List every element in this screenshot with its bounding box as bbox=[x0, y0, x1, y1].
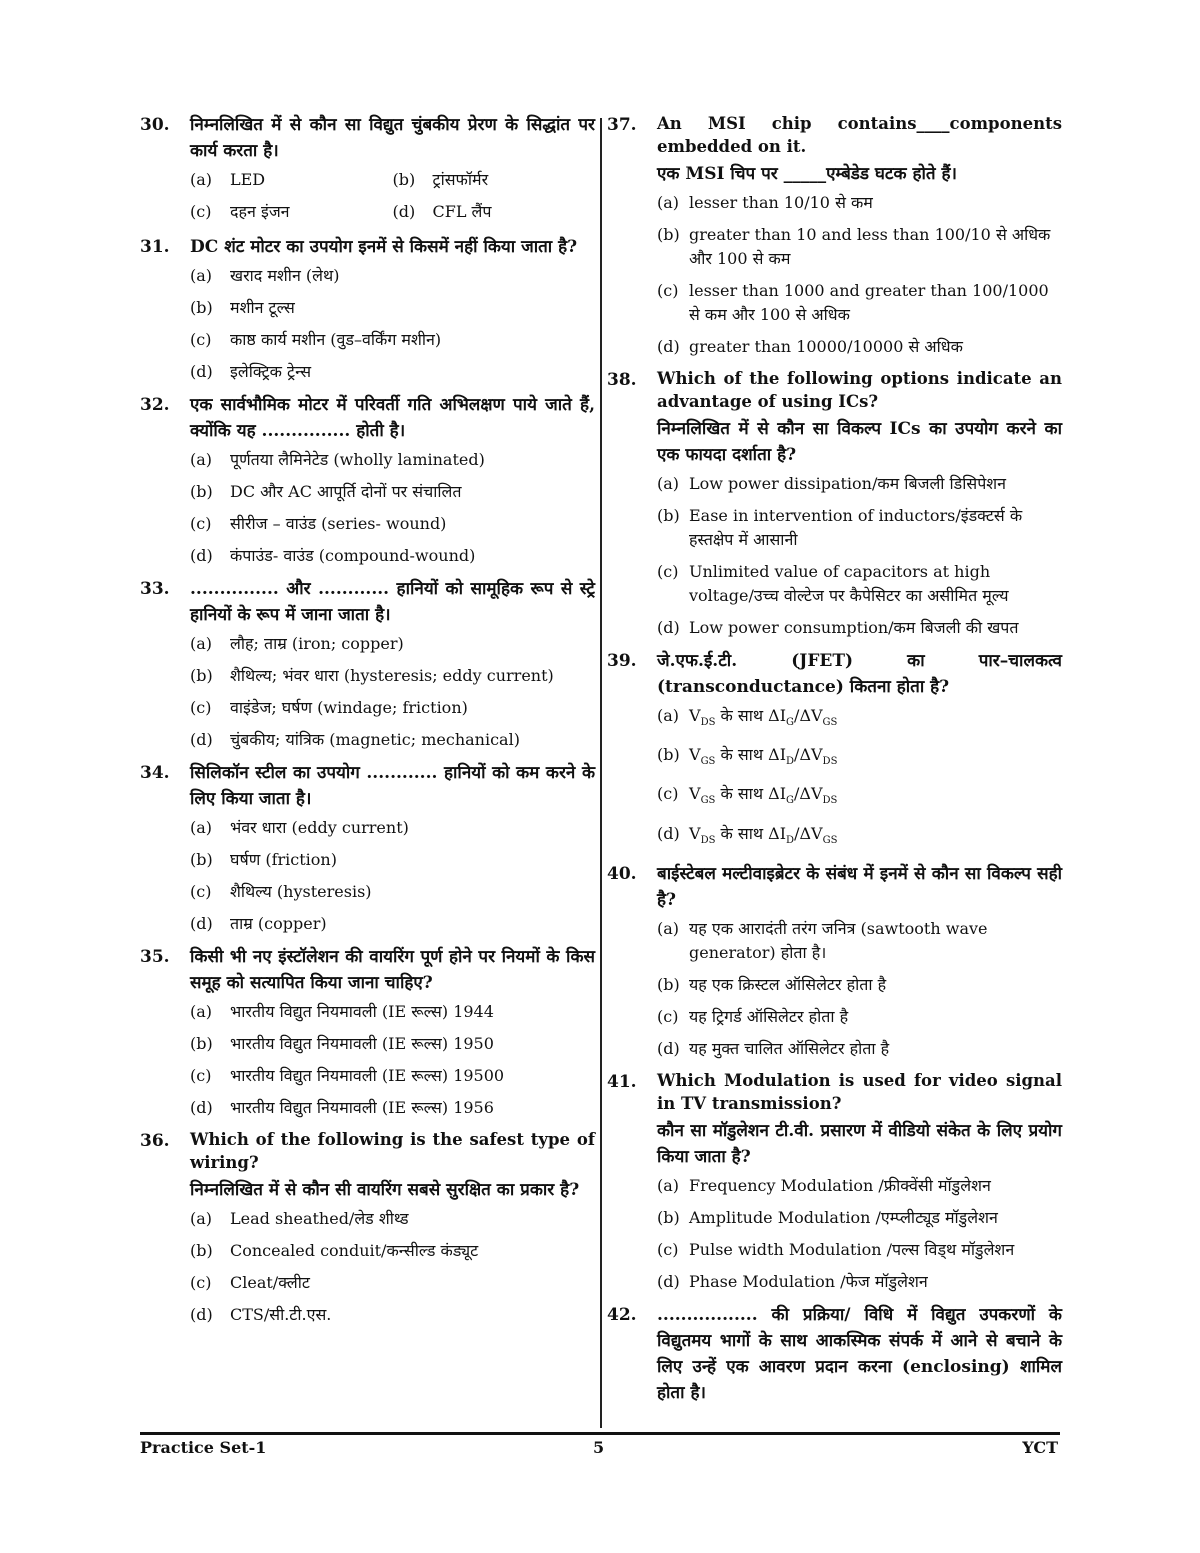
options-list bbox=[190, 1000, 595, 1120]
option-text: भारतीय विद्युत नियमावली (IE रूल्स) 19500 bbox=[230, 1066, 505, 1085]
option-a bbox=[190, 1000, 595, 1024]
option-label: (a) bbox=[190, 450, 213, 469]
option-b bbox=[190, 480, 595, 504]
page-number: 5 bbox=[593, 1438, 605, 1457]
option-c bbox=[657, 279, 1062, 327]
option-a bbox=[190, 632, 595, 656]
option-a bbox=[657, 704, 1062, 735]
question-text: ............... और ............ हानियों को सामूहिक रूप से स्ट्रे हानियों के रूप में जाना जाता है। bbox=[190, 579, 595, 625]
question-text: किसी भी नए इंस्टॉलेशन की वायरिंग पूर्ण होने पर नियमों के किस समूह को सत्यापित किया जाना चाहिए? bbox=[190, 947, 595, 993]
options-list bbox=[190, 448, 595, 568]
question-number: 38. bbox=[607, 370, 637, 390]
option-b bbox=[657, 1206, 1062, 1230]
option-a bbox=[657, 1174, 1062, 1198]
option-label: (d) bbox=[190, 362, 213, 381]
option-label: (d) bbox=[190, 914, 213, 933]
option-text: यह मुक्त चालित ऑसिलेटर होता है bbox=[689, 1038, 890, 1058]
question-38 bbox=[607, 367, 1062, 640]
option-label: (d) bbox=[392, 202, 416, 221]
option-a bbox=[190, 816, 595, 840]
option-label: (d) bbox=[190, 730, 213, 749]
option-b bbox=[190, 1032, 595, 1056]
question-number: 41. bbox=[607, 1071, 637, 1092]
option-text: लौह; ताम्र (iron; copper) bbox=[230, 634, 404, 653]
question-36 bbox=[140, 1128, 595, 1327]
option-text: वाइंडेज; घर्षण (windage; friction) bbox=[230, 698, 468, 717]
footer-set-label: Practice Set-1 bbox=[140, 1438, 267, 1457]
question-number: 40. bbox=[607, 863, 637, 884]
option-label: (b) bbox=[190, 482, 213, 501]
option-b bbox=[190, 296, 595, 320]
question-number: 36. bbox=[140, 1131, 170, 1151]
option-text: मशीन टूल्स bbox=[230, 298, 295, 317]
option-label: (d) bbox=[190, 1305, 213, 1324]
option-label: (a) bbox=[190, 818, 213, 837]
question-31 bbox=[140, 234, 595, 384]
question-text: एक सार्वभौमिक मोटर में परिवर्ती गति अभिलक्षण पाये जाते हैं, क्योंकि यह ............... होती है। bbox=[190, 395, 595, 441]
question-text: निम्नलिखित में से कौन सी वायरिंग सबसे सुरक्षित का प्रकार है? bbox=[190, 1180, 580, 1200]
option-label: (b) bbox=[190, 1034, 213, 1053]
option-label: (a) bbox=[657, 706, 680, 725]
option-a bbox=[657, 472, 1062, 496]
option-text: lesser than 1000 and greater than 100/1000 से कम और 100 से अधिक bbox=[689, 281, 1049, 324]
option-label: (a) bbox=[190, 170, 213, 189]
option-c bbox=[657, 1238, 1062, 1262]
question-text-english: An MSI chip contains____components embedded on it. bbox=[657, 114, 1062, 156]
question-number: 32. bbox=[140, 395, 170, 415]
option-c bbox=[190, 200, 393, 224]
options-list bbox=[657, 917, 1062, 1061]
option-text: भारतीय विद्युत नियमावली (IE रूल्स) 1956 bbox=[230, 1098, 494, 1117]
question-number: 33. bbox=[140, 579, 170, 599]
option-label: (b) bbox=[657, 506, 680, 525]
options-list bbox=[657, 191, 1062, 359]
options-list bbox=[657, 1174, 1062, 1294]
option-text: Frequency Modulation /फ्रीक्वेंसी मॉडुलेशन bbox=[689, 1175, 991, 1195]
option-text: LED bbox=[230, 170, 266, 189]
option-label: (a) bbox=[190, 634, 213, 653]
option-text: भंवर धारा (eddy current) bbox=[230, 818, 409, 837]
option-text: कंपाउंड- वाउंड (compound-wound) bbox=[230, 546, 476, 565]
option-label: (c) bbox=[190, 202, 212, 221]
option-text: चुंबकीय; यांत्रिक (magnetic; mechanical) bbox=[230, 730, 520, 749]
question-41 bbox=[607, 1069, 1062, 1294]
option-label: (d) bbox=[190, 546, 213, 565]
option-text: $V_{DS}$ के साथ $\Delta I_G/\Delta V_{GS}$ bbox=[689, 706, 838, 729]
option-d bbox=[190, 360, 595, 384]
option-label: (c) bbox=[190, 514, 212, 533]
option-text: Low power dissipation/कम बिजली डिसिपेशन bbox=[689, 474, 1007, 493]
option-label: (c) bbox=[190, 882, 212, 901]
options-list bbox=[190, 816, 595, 936]
question-text-english: Which of the following is the safest type of wiring? bbox=[190, 1130, 595, 1172]
question-number: 37. bbox=[607, 115, 637, 135]
option-text: CTS/सी.टी.एस. bbox=[230, 1305, 332, 1324]
option-label: (b) bbox=[190, 850, 213, 869]
option-text: ताम्र (copper) bbox=[230, 914, 327, 933]
option-a bbox=[190, 448, 595, 472]
option-text: Ease in intervention of inductors/इंडक्टर्स के हस्तक्षेप में आसानी bbox=[689, 506, 1023, 549]
option-b bbox=[190, 1239, 595, 1263]
option-d bbox=[190, 1096, 595, 1120]
option-label: (d) bbox=[657, 618, 680, 637]
option-text: घर्षण (friction) bbox=[230, 850, 337, 869]
option-text: Cleat/क्लीट bbox=[230, 1273, 310, 1292]
option-c bbox=[657, 1005, 1062, 1029]
question-text: DC शंट मोटर का उपयोग इनमें से किसमें नहीं किया जाता है? bbox=[190, 237, 578, 257]
question-35 bbox=[140, 944, 595, 1120]
option-label: (b) bbox=[657, 974, 680, 994]
option-c bbox=[190, 1271, 595, 1295]
option-label: (b) bbox=[392, 170, 416, 189]
option-d bbox=[657, 1270, 1062, 1294]
option-b bbox=[190, 848, 595, 872]
option-a bbox=[190, 1207, 595, 1231]
option-label: (c) bbox=[657, 1239, 679, 1259]
column-divider bbox=[600, 118, 602, 1428]
question-text: निम्नलिखित में से कौन सा विकल्प ICs का उपयोग करने का एक फायदा दर्शाता है? bbox=[657, 419, 1062, 465]
option-label: (d) bbox=[657, 337, 680, 356]
option-d bbox=[657, 335, 1062, 359]
option-text: $V_{GS}$ के साथ $\Delta I_G/\Delta V_{DS}$ bbox=[689, 784, 838, 807]
option-text: इलेक्ट्रिक ट्रेन्स bbox=[230, 362, 312, 381]
question-33 bbox=[140, 576, 595, 752]
option-label: (b) bbox=[657, 225, 680, 244]
option-text: भारतीय विद्युत नियमावली (IE रूल्स) 1950 bbox=[230, 1034, 494, 1053]
option-text: पूर्णतया लैमिनेटेड (wholly laminated) bbox=[230, 450, 485, 469]
option-label: (c) bbox=[190, 330, 212, 349]
option-label: (d) bbox=[657, 823, 680, 843]
option-label: (a) bbox=[190, 266, 213, 285]
question-39 bbox=[607, 648, 1062, 853]
option-d bbox=[657, 1037, 1062, 1061]
option-text: यह एक आरादंती तरंग जनित्र (sawtooth wave generator) होता है। bbox=[689, 918, 988, 962]
option-label: (a) bbox=[657, 193, 680, 212]
options-row bbox=[190, 168, 595, 200]
option-c bbox=[190, 328, 595, 352]
option-label: (b) bbox=[657, 1207, 680, 1227]
question-text: जे.एफ.ई.टी. (JFET) का पार–चालकत्व (transconductance) कितना होता है? bbox=[657, 651, 1062, 697]
question-text-english: Which Modulation is used for video signal in TV transmission? bbox=[657, 1070, 1062, 1113]
question-text: एक MSI चिप पर _____एम्बेडेड घटक होते हैं। bbox=[657, 164, 957, 184]
question-40 bbox=[607, 861, 1062, 1061]
option-label: (b) bbox=[190, 298, 213, 317]
option-label: (c) bbox=[657, 1006, 679, 1026]
option-text: यह एक क्रिस्टल ऑसिलेटर होता है bbox=[689, 974, 887, 994]
footer-rule bbox=[140, 1432, 1060, 1435]
option-text: Concealed conduit/कन्सील्ड कंड्यूट bbox=[230, 1241, 479, 1260]
option-d bbox=[190, 728, 595, 752]
option-text: Phase Modulation /फेज मॉडुलेशन bbox=[689, 1271, 928, 1291]
option-label: (c) bbox=[190, 1273, 212, 1292]
option-label: (c) bbox=[190, 1066, 212, 1085]
options-list bbox=[190, 632, 595, 752]
option-label: (a) bbox=[657, 918, 680, 938]
question-37 bbox=[607, 112, 1062, 359]
option-label: (a) bbox=[190, 1209, 213, 1228]
question-text: कौन सा मॉडुलेशन टी.वी. प्रसारण में वीडियो संकेत के लिए प्रयोग किया जाता है? bbox=[657, 1120, 1062, 1167]
option-label: (b) bbox=[190, 666, 213, 685]
option-text: भारतीय विद्युत नियमावली (IE रूल्स) 1944 bbox=[230, 1002, 494, 1021]
options-list bbox=[190, 264, 595, 384]
question-number: 31. bbox=[140, 237, 170, 257]
option-label: (c) bbox=[657, 562, 679, 581]
option-label: (a) bbox=[190, 1002, 213, 1021]
question-42 bbox=[607, 1302, 1062, 1406]
option-text: Lead sheathed/लेड शीथ्ड bbox=[230, 1209, 409, 1228]
option-c bbox=[190, 1064, 595, 1088]
option-b bbox=[657, 973, 1062, 997]
option-c bbox=[190, 696, 595, 720]
option-d bbox=[657, 822, 1062, 853]
options-list bbox=[657, 704, 1062, 853]
question-text-english: Which of the following options indicate an advantage of using ICs? bbox=[657, 369, 1062, 411]
option-text: DC और AC आपूर्ति दोनों पर संचालित bbox=[230, 482, 462, 501]
option-text: यह ट्रिगर्ड ऑसिलेटर होता है bbox=[689, 1006, 849, 1026]
option-c bbox=[190, 880, 595, 904]
option-d bbox=[190, 1303, 595, 1327]
option-b bbox=[657, 223, 1062, 271]
option-text: शैथिल्य (hysteresis) bbox=[230, 882, 372, 901]
option-text: $V_{DS}$ के साथ $\Delta I_D/\Delta V_{GS}$ bbox=[689, 823, 838, 846]
option-label: (c) bbox=[657, 784, 679, 804]
option-b bbox=[393, 168, 596, 192]
option-label: (d) bbox=[657, 1271, 680, 1291]
option-text: $V_{GS}$ के साथ $\Delta I_D/\Delta V_{DS}$ bbox=[689, 745, 838, 768]
question-30 bbox=[140, 112, 595, 232]
option-c bbox=[657, 782, 1062, 813]
option-d bbox=[657, 616, 1062, 640]
option-c bbox=[657, 560, 1062, 608]
option-a bbox=[190, 264, 595, 288]
option-label: (b) bbox=[190, 1241, 213, 1260]
question-number: 34. bbox=[140, 763, 170, 783]
question-text: निम्नलिखित में से कौन सा विद्युत चुंबकीय प्रेरण के सिद्धांत पर कार्य करता है। bbox=[190, 115, 595, 161]
option-a bbox=[190, 168, 393, 192]
question-text: बाईस्टेबल मल्टीवाइब्रेटर के संबंध में इनमें से कौन सा विकल्प सही है? bbox=[657, 863, 1062, 910]
question-text: सिलिकॉन स्टील का उपयोग ............ हानियों को कम करने के लिए किया जाता है। bbox=[190, 763, 595, 809]
option-text: काष्ठ कार्य मशीन (वुड–वर्किंग मशीन) bbox=[230, 330, 442, 349]
option-text: दहन इंजन bbox=[230, 202, 290, 221]
option-text: CFL लैंप bbox=[432, 202, 492, 221]
option-text: greater than 10 and less than 100/10 से अधिक और 100 से कम bbox=[689, 225, 1051, 268]
option-text: ट्रांसफॉर्मर bbox=[432, 170, 489, 189]
option-label: (d) bbox=[657, 1038, 680, 1058]
option-a bbox=[657, 191, 1062, 215]
option-text: Amplitude Modulation /एम्प्लीट्यूड मॉडुलेशन bbox=[689, 1207, 998, 1227]
option-b bbox=[657, 504, 1062, 552]
option-text: Unlimited value of capacitors at high voltage/उच्च वोल्टेज पर कैपेसिटर का असीमित मूल्य bbox=[689, 562, 1009, 605]
option-label: (b) bbox=[657, 745, 680, 765]
option-c bbox=[190, 512, 595, 536]
option-text: Pulse width Modulation /पल्स विड्थ मॉडुलेशन bbox=[689, 1239, 1015, 1259]
options-row bbox=[190, 200, 595, 232]
option-label: (c) bbox=[190, 698, 212, 717]
question-number: 42. bbox=[607, 1304, 637, 1325]
options-list bbox=[657, 472, 1062, 640]
option-label: (d) bbox=[190, 1098, 213, 1117]
question-text: ................. की प्रक्रिया/ विधि में विद्युत उपकरणों के विद्युतमय भागों के साथ आकस्मिक संपर्क में आने से बचाने के लिए उन्हें एक आवरण प्रदान करना (enclosing) शामिल होता है। bbox=[657, 1304, 1062, 1403]
option-label: (c) bbox=[657, 281, 679, 300]
question-number: 35. bbox=[140, 947, 170, 967]
option-text: lesser than 10/10 से कम bbox=[689, 193, 873, 212]
option-b bbox=[657, 743, 1062, 774]
option-label: (a) bbox=[657, 1175, 680, 1195]
left-column bbox=[140, 112, 595, 1335]
option-label: (a) bbox=[657, 474, 680, 493]
question-34 bbox=[140, 760, 595, 936]
options-list bbox=[190, 168, 595, 232]
option-a bbox=[657, 917, 1062, 965]
option-text: शैथिल्य; भंवर धारा (hysteresis; eddy current) bbox=[230, 666, 554, 685]
question-32 bbox=[140, 392, 595, 568]
options-list bbox=[190, 1207, 595, 1327]
option-text: greater than 10000/10000 से अधिक bbox=[689, 337, 963, 356]
option-d bbox=[393, 200, 596, 224]
option-text: Low power consumption/कम बिजली की खपत bbox=[689, 618, 1019, 637]
footer-publisher: YCT bbox=[1022, 1438, 1058, 1457]
option-d bbox=[190, 544, 595, 568]
question-number: 30. bbox=[140, 115, 170, 135]
option-text: सीरीज – वाउंड (series- wound) bbox=[230, 514, 447, 533]
option-b bbox=[190, 664, 595, 688]
option-text: खराद मशीन (लेथ) bbox=[230, 266, 340, 285]
option-d bbox=[190, 912, 595, 936]
question-number: 39. bbox=[607, 651, 637, 671]
right-column bbox=[607, 112, 1062, 1410]
